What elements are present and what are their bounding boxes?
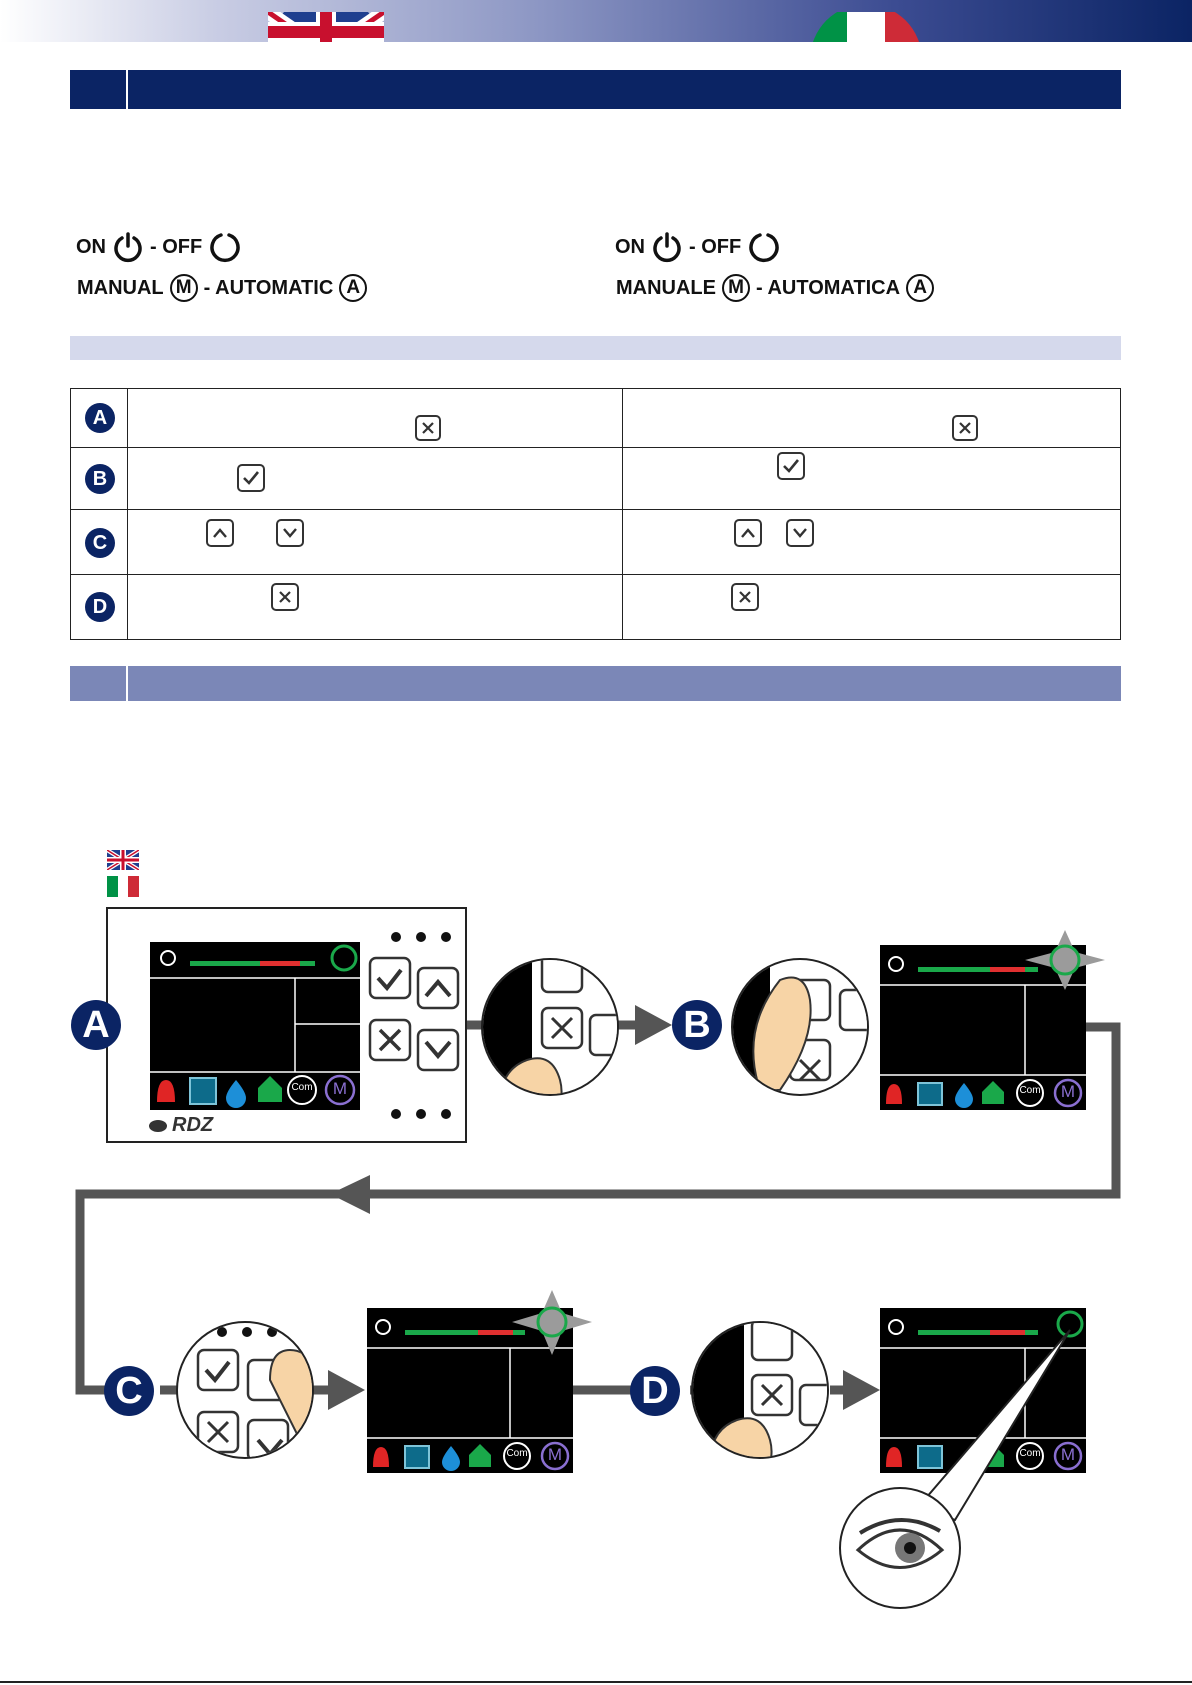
confirm-key-icon (237, 464, 265, 492)
table-divider (127, 389, 128, 639)
lens-d (692, 1320, 840, 1495)
cancel-key-icon (952, 415, 978, 441)
table-divider (622, 389, 623, 639)
rdz-logo-icon (149, 1120, 167, 1132)
section-header-2 (70, 336, 1121, 360)
step-c-badge: C (85, 528, 115, 558)
flow-step-b-badge: B (672, 1000, 722, 1050)
power-icon (112, 231, 144, 263)
lens-c (177, 1322, 321, 1460)
mode-m-label: M (1060, 1445, 1076, 1464)
steps-table (70, 388, 1121, 640)
mode-m-label: M (547, 1445, 563, 1464)
power-off-icon (208, 231, 242, 263)
power-off-icon (747, 231, 781, 263)
manual-mode-icon: M (722, 274, 750, 302)
on-label: ON (76, 235, 106, 258)
manual-mode-icon: M (170, 274, 198, 302)
section-header-1 (70, 70, 1121, 109)
step-d-badge: D (85, 592, 115, 622)
manual-automatic-line-en (77, 274, 367, 302)
procedure-diagram (0, 880, 1192, 1620)
up-key-icon (734, 519, 762, 547)
flow-step-a-badge: A (71, 1000, 121, 1050)
com-label: Com (1019, 1085, 1041, 1096)
table-row-divider (71, 574, 1120, 575)
power-icon (651, 231, 683, 263)
on-off-line-en (76, 231, 242, 263)
flow-step-c-badge: C (104, 1366, 154, 1416)
off-label: - OFF (150, 235, 203, 258)
section-header-3 (70, 666, 1121, 701)
step-b-badge: B (85, 464, 115, 494)
com-label: Com (1019, 1448, 1041, 1459)
mode-m-label: M (1060, 1082, 1076, 1101)
brand-logo: RDZ (172, 1114, 214, 1136)
manual-label: MANUALE (616, 276, 716, 299)
up-key-icon (206, 519, 234, 547)
automatic-mode-icon: A (906, 274, 934, 302)
off-label: - OFF (689, 235, 742, 258)
mode-m-label: M (332, 1079, 348, 1098)
cancel-key-icon (731, 583, 759, 611)
top-banner (0, 0, 1192, 42)
table-row-divider (71, 509, 1120, 510)
device-display (150, 942, 360, 1110)
cancel-key-icon (271, 583, 299, 611)
manual-label: MANUAL (77, 276, 164, 299)
automatic-label: - AUTOMATICA (756, 276, 901, 299)
manual-automatic-line-it (616, 274, 934, 302)
automatic-mode-icon: A (339, 274, 367, 302)
confirm-key-icon (777, 452, 805, 480)
bottom-rule (0, 1681, 1192, 1683)
com-label: Com (506, 1448, 528, 1459)
automatic-label: - AUTOMATIC (203, 276, 334, 299)
flow-step-d-badge: D (630, 1366, 680, 1416)
cancel-key-icon (415, 415, 441, 441)
lens-a (480, 952, 630, 1135)
com-label: Com (291, 1082, 313, 1093)
step-a-badge: A (85, 403, 115, 433)
uk-flag-icon (268, 12, 384, 42)
italy-flag-icon (808, 12, 924, 42)
on-off-line-it (615, 231, 781, 263)
down-key-icon (786, 519, 814, 547)
down-key-icon (276, 519, 304, 547)
lens-b (730, 959, 880, 1100)
table-row-divider (71, 447, 1120, 448)
on-label: ON (615, 235, 645, 258)
uk-flag-icon (107, 850, 139, 875)
